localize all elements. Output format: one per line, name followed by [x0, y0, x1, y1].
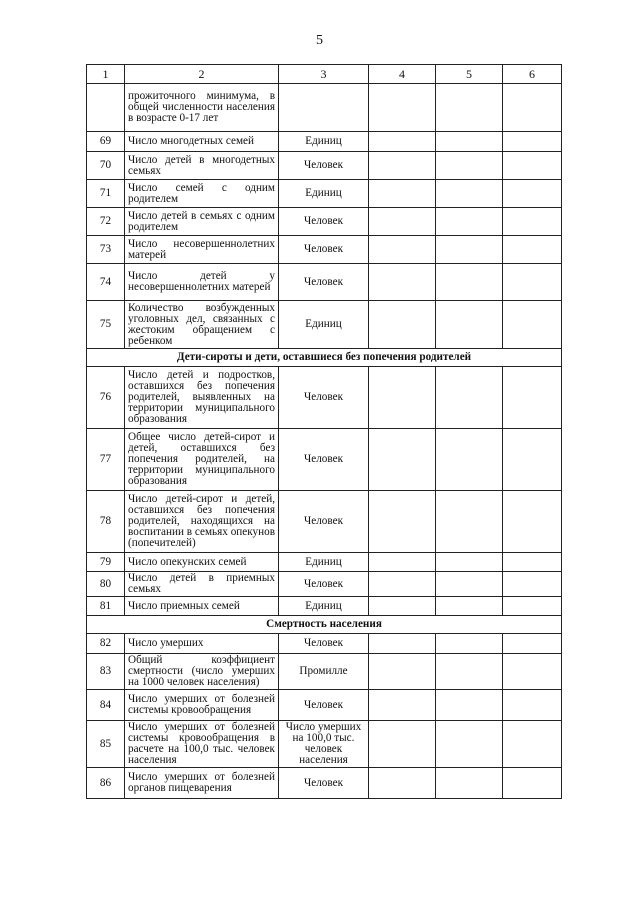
table-row [87, 367, 562, 429]
row-number: 73 [87, 236, 125, 264]
row-number: 83 [87, 654, 125, 690]
column-header: 2 [125, 65, 279, 84]
table-row [87, 208, 562, 236]
table-row [87, 429, 562, 491]
unit-of-measure: Человек [279, 152, 369, 180]
row-number: 70 [87, 152, 125, 180]
table-row [87, 768, 562, 799]
value-cell-6 [503, 768, 562, 799]
table-row [87, 572, 562, 597]
indicator-name: Общий коэффициент смертности (число умерших на 1000 человек населения) [125, 654, 279, 690]
indicator-name: Число умерших от болезней системы кровообращения [125, 690, 279, 721]
table-row [87, 180, 562, 208]
row-number: 85 [87, 721, 125, 768]
section-title: Дети-сироты и дети, оставшиеся без попечения родителей [87, 349, 562, 367]
indicator-name: Число семей с одним родителем [125, 180, 279, 208]
value-cell-5 [436, 429, 503, 491]
value-cell-5 [436, 367, 503, 429]
table-row [87, 301, 562, 349]
indicator-name: Число детей в приемных семьях [125, 572, 279, 597]
indicator-name: Число умерших от болезней органов пищеварения [125, 768, 279, 799]
value-cell-6 [503, 690, 562, 721]
row-number: 86 [87, 768, 125, 799]
value-cell-5 [436, 690, 503, 721]
value-cell-4 [369, 597, 436, 616]
value-cell-4 [369, 236, 436, 264]
unit-of-measure: Человек [279, 690, 369, 721]
row-number: 69 [87, 132, 125, 152]
row-number: 78 [87, 491, 125, 553]
section-title: Смертность населения [87, 616, 562, 634]
table-row [87, 690, 562, 721]
indicator-name: Число детей-сирот и детей, оставшихся без попечения родителей, находящихся на воспитании в семьях опекунов (попечителей) [125, 491, 279, 553]
unit-of-measure: Единиц [279, 180, 369, 208]
value-cell-4 [369, 654, 436, 690]
indicator-name: Число приемных семей [125, 597, 279, 616]
unit-of-measure: Человек [279, 429, 369, 491]
value-cell-6 [503, 132, 562, 152]
value-cell-5 [436, 572, 503, 597]
indicators-table [86, 64, 562, 799]
value-cell-5 [436, 180, 503, 208]
indicator-name: Общее число детей-сирот и детей, оставшихся без попечения родителей, на территории муниципального образования [125, 429, 279, 491]
value-cell-5 [436, 654, 503, 690]
indicator-name: Число умерших от болезней системы кровообращения в расчете на 100,0 тыс. человек населения [125, 721, 279, 768]
row-number: 75 [87, 301, 125, 349]
indicator-name: Число опекунских семей [125, 553, 279, 572]
row-number: 79 [87, 553, 125, 572]
value-cell-5 [436, 152, 503, 180]
value-cell-6 [503, 367, 562, 429]
indicator-name: Число детей у несовершеннолетних матерей [125, 264, 279, 301]
unit-of-measure: Человек [279, 634, 369, 654]
table-row [87, 152, 562, 180]
value-cell-6 [503, 634, 562, 654]
column-header: 6 [503, 65, 562, 84]
value-cell-6 [503, 264, 562, 301]
row-number: 81 [87, 597, 125, 616]
value-cell-4 [369, 429, 436, 491]
value-cell-5 [436, 301, 503, 349]
unit-of-measure: Человек [279, 236, 369, 264]
column-header: 1 [87, 65, 125, 84]
unit-of-measure: Единиц [279, 301, 369, 349]
value-cell-4 [369, 768, 436, 799]
value-cell-6 [503, 597, 562, 616]
indicator-name: Число детей и подростков, оставшихся без попечения родителей, выявленных на территории муниципального образования [125, 367, 279, 429]
unit-of-measure [279, 84, 369, 132]
value-cell-4 [369, 180, 436, 208]
table-row [87, 491, 562, 553]
value-cell-4 [369, 367, 436, 429]
value-cell-5 [436, 132, 503, 152]
table-row [87, 132, 562, 152]
value-cell-5 [436, 491, 503, 553]
indicator-name: Число умерших [125, 634, 279, 654]
value-cell-5 [436, 264, 503, 301]
value-cell-6 [503, 152, 562, 180]
unit-of-measure: Единиц [279, 597, 369, 616]
unit-of-measure: Человек [279, 491, 369, 553]
row-number: 74 [87, 264, 125, 301]
value-cell-6 [503, 236, 562, 264]
unit-of-measure: Единиц [279, 553, 369, 572]
value-cell-4 [369, 690, 436, 721]
indicator-name: Число многодетных семей [125, 132, 279, 152]
value-cell-4 [369, 132, 436, 152]
table-row [87, 721, 562, 768]
value-cell-5 [436, 597, 503, 616]
value-cell-4 [369, 84, 436, 132]
value-cell-4 [369, 572, 436, 597]
row-number: 82 [87, 634, 125, 654]
value-cell-6 [503, 84, 562, 132]
table-header-row [87, 65, 562, 84]
value-cell-6 [503, 721, 562, 768]
unit-of-measure: Число умерших на 100,0 тыс. человек населения [279, 721, 369, 768]
indicator-name: Число детей в многодетных семьях [125, 152, 279, 180]
row-number: 84 [87, 690, 125, 721]
unit-of-measure: Единиц [279, 132, 369, 152]
value-cell-6 [503, 180, 562, 208]
column-header: 3 [279, 65, 369, 84]
unit-of-measure: Человек [279, 768, 369, 799]
value-cell-4 [369, 152, 436, 180]
value-cell-4 [369, 721, 436, 768]
value-cell-4 [369, 264, 436, 301]
value-cell-5 [436, 721, 503, 768]
unit-of-measure: Промилле [279, 654, 369, 690]
value-cell-5 [436, 208, 503, 236]
indicator-name: Число несовершеннолетних матерей [125, 236, 279, 264]
value-cell-6 [503, 491, 562, 553]
unit-of-measure: Человек [279, 208, 369, 236]
section-row [87, 349, 562, 367]
value-cell-6 [503, 301, 562, 349]
indicator-name: Число детей в семьях с одним родителем [125, 208, 279, 236]
indicator-name: прожиточного минимума, в общей численности населения в возрасте 0-17 лет [125, 84, 279, 132]
value-cell-6 [503, 553, 562, 572]
value-cell-5 [436, 768, 503, 799]
value-cell-6 [503, 654, 562, 690]
row-number: 71 [87, 180, 125, 208]
value-cell-4 [369, 634, 436, 654]
unit-of-measure: Человек [279, 264, 369, 301]
section-row [87, 616, 562, 634]
unit-of-measure: Человек [279, 572, 369, 597]
table-row [87, 634, 562, 654]
table-row [87, 236, 562, 264]
table-row [87, 597, 562, 616]
column-header: 4 [369, 65, 436, 84]
value-cell-5 [436, 634, 503, 654]
value-cell-4 [369, 553, 436, 572]
table-row [87, 654, 562, 690]
table-row [87, 264, 562, 301]
unit-of-measure: Человек [279, 367, 369, 429]
value-cell-5 [436, 236, 503, 264]
value-cell-6 [503, 572, 562, 597]
value-cell-4 [369, 491, 436, 553]
value-cell-4 [369, 301, 436, 349]
row-number: 72 [87, 208, 125, 236]
page-number: 5 [316, 33, 323, 48]
row-number: 80 [87, 572, 125, 597]
row-number: 76 [87, 367, 125, 429]
value-cell-5 [436, 84, 503, 132]
column-header: 5 [436, 65, 503, 84]
indicator-name: Количество возбужденных уголовных дел, связанных с жестоким обращением с ребенком [125, 301, 279, 349]
value-cell-5 [436, 553, 503, 572]
value-cell-6 [503, 208, 562, 236]
value-cell-4 [369, 208, 436, 236]
row-number: 77 [87, 429, 125, 491]
value-cell-6 [503, 429, 562, 491]
row-number [87, 84, 125, 132]
table-row [87, 84, 562, 132]
table-row [87, 553, 562, 572]
